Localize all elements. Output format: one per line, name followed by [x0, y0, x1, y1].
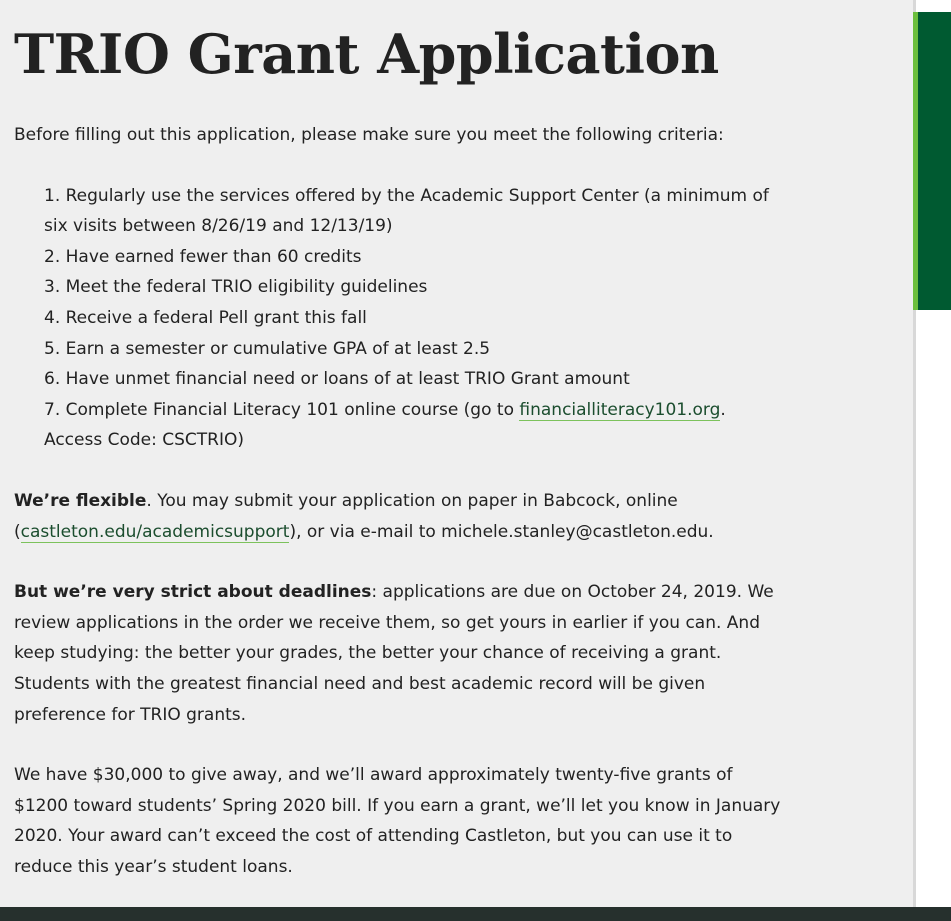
criteria-item: 5. Earn a semester or cumulative GPA of at least 2.5: [44, 338, 491, 359]
flexible-heading: We’re flexible: [14, 490, 147, 511]
email-text: ), or via e-mail to michele.stanley@castleton.edu.: [289, 521, 714, 542]
page-footer: [0, 907, 951, 921]
criteria-item: 6. Have unmet financial need or loans of at least TRIO Grant amount: [44, 369, 630, 390]
criteria-item: [44, 395, 784, 456]
access-code-text: . Access Code: CSCTRIO): [44, 399, 726, 451]
criteria-text: 7. Complete Financial Literacy 101 online course (go to: [44, 399, 520, 420]
deadline-heading: But we’re very strict about deadlines: [14, 582, 372, 603]
academic-support-link[interactable]: castleton.edu/academicsupport: [20, 521, 290, 542]
criteria-list: [14, 181, 784, 456]
intro-paragraph: Before filling out this application, please make sure you meet the following criteria:: [14, 125, 724, 145]
criteria-item: 1. Regularly use the services offered by the Academic Support Center (a minimum of six visits between 8/26/19 and 12/13/19): [44, 185, 769, 237]
flexible-text: . You may submit your application on paper in Babcock, online (: [14, 490, 678, 542]
criteria-item: 2. Have earned fewer than 60 credits: [44, 246, 362, 267]
sidebar-accent-edge: [913, 12, 918, 310]
financial-literacy-link[interactable]: financialliteracy101.org: [519, 399, 721, 420]
deadline-text: : applications are due on October 24, 2019. We review applications in the order we receive them, so get yours in earlier if you can. And keep studying: the better your grades, the better your chance of receiving a grant. Students with the greatest financial need and best academic record will be given preference for TRIO grants.: [14, 582, 774, 725]
article-body: [14, 120, 784, 912]
page-title: TRIO Grant Application: [14, 22, 719, 86]
sidebar-accent-bar: [913, 12, 951, 310]
criteria-item: 3. Meet the federal TRIO eligibility guidelines: [44, 277, 428, 298]
criteria-item: 4. Receive a federal Pell grant this fall: [44, 307, 367, 328]
flexible-paragraph: [14, 486, 784, 547]
deadline-paragraph: [14, 577, 784, 730]
award-paragraph: We have $30,000 to give away, and we’ll award approximately twenty-five grants of $1200 toward students’ Spring 2020 bill. If you earn a grant, we’ll let you know in January 2020. Your award can’t exceed the cost of attending Castleton, but you can use it to reduce this year’s student loans.: [14, 765, 781, 877]
